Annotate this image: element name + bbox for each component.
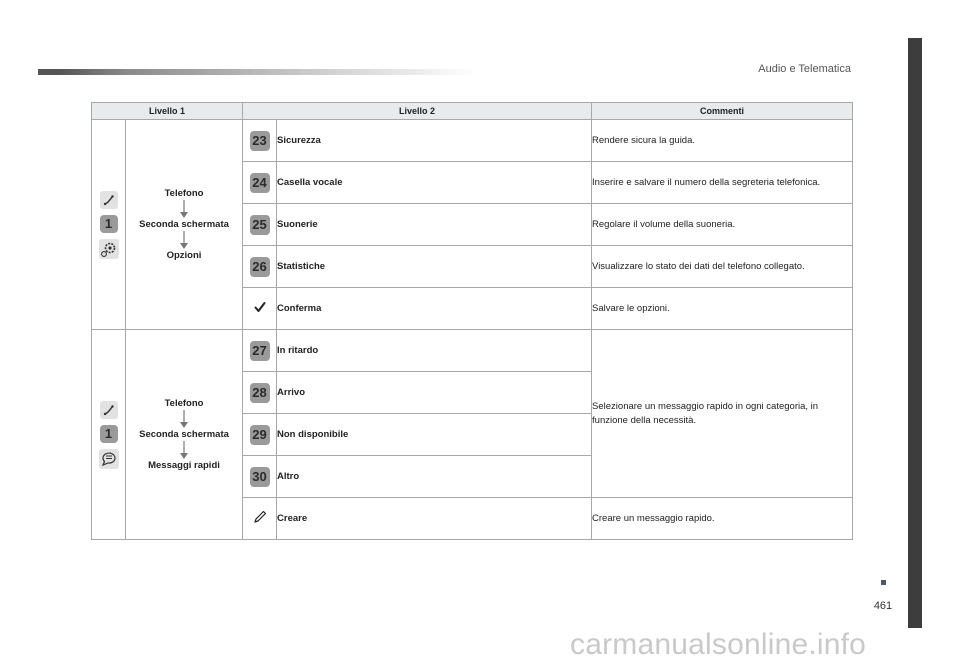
table-row — [92, 120, 853, 162]
menu-item-telefono: Telefono — [164, 188, 204, 199]
comment: Inserire e salvare il numero della segreteria telefonica. — [592, 162, 853, 204]
badge-cell — [243, 204, 277, 246]
comment: Rendere sicura la guida. — [592, 120, 853, 162]
level2-label: Casella vocale — [277, 162, 592, 204]
header-commenti: Commenti — [592, 103, 853, 120]
level2-label: Creare — [277, 498, 592, 540]
level2-label: Non disponibile — [277, 414, 592, 456]
badge-cell — [243, 246, 277, 288]
number-badge: 24 — [250, 173, 270, 193]
phone-icon — [100, 401, 118, 419]
pencil-icon — [253, 510, 267, 524]
menu-item-messaggi-rapidi: Messaggi rapidi — [148, 460, 220, 471]
badge-cell — [243, 330, 277, 372]
badge-cell — [243, 414, 277, 456]
level1-badge: 1 — [100, 425, 118, 443]
comment-shared: Selezionare un messaggio rapido in ogni categoria, in funzione della necessità. — [592, 330, 853, 498]
side-band — [908, 38, 922, 628]
level2-label: Altro — [277, 456, 592, 498]
menu-item-seconda-schermata: Seconda schermata — [139, 429, 229, 440]
level2-label: In ritardo — [277, 330, 592, 372]
number-badge: 23 — [250, 131, 270, 151]
arrow-down-icon — [180, 231, 188, 249]
menu-item-opzioni: Opzioni — [166, 250, 202, 261]
settings-icon — [99, 239, 119, 259]
menu-item-telefono: Telefono — [164, 398, 204, 409]
level1-cell — [92, 120, 126, 330]
number-badge: 28 — [250, 383, 270, 403]
menu-path-cell — [126, 330, 243, 540]
icon-cell — [243, 288, 277, 330]
number-badge: 27 — [250, 341, 270, 361]
level2-label: Sicurezza — [277, 120, 592, 162]
message-icon — [99, 449, 119, 469]
comment: Salvare le opzioni. — [592, 288, 853, 330]
comment: Regolare il volume della suoneria. — [592, 204, 853, 246]
page-marker — [881, 580, 886, 585]
header-livello-2: Livello 2 — [243, 103, 592, 120]
level1-badge: 1 — [100, 215, 118, 233]
level2-label: Suonerie — [277, 204, 592, 246]
number-badge: 30 — [250, 467, 270, 487]
number-badge: 29 — [250, 425, 270, 445]
checkmark-icon — [254, 301, 266, 313]
comment: Creare un messaggio rapido. — [592, 498, 853, 540]
arrow-down-icon — [180, 441, 188, 459]
page-number: 461 — [873, 600, 893, 612]
level2-label: Arrivo — [277, 372, 592, 414]
menu-path-cell — [126, 120, 243, 330]
level1-cell — [92, 330, 126, 540]
badge-cell — [243, 120, 277, 162]
header-livello-1: Livello 1 — [92, 103, 243, 120]
table-row — [92, 330, 853, 372]
comment: Visualizzare lo stato dei dati del telefono collegato. — [592, 246, 853, 288]
menu-table — [91, 102, 853, 540]
icon-cell — [243, 498, 277, 540]
arrow-down-icon — [180, 410, 188, 428]
badge-cell — [243, 372, 277, 414]
level2-label: Conferma — [277, 288, 592, 330]
phone-icon — [100, 191, 118, 209]
watermark: carmanualsonline.info — [570, 628, 867, 661]
number-badge: 26 — [250, 257, 270, 277]
badge-cell — [243, 162, 277, 204]
level2-label: Statistiche — [277, 246, 592, 288]
section-title: Audio e Telematica — [758, 63, 851, 75]
menu-item-seconda-schermata: Seconda schermata — [139, 219, 229, 230]
table-header-row — [92, 103, 853, 120]
badge-cell — [243, 456, 277, 498]
arrow-down-icon — [180, 200, 188, 218]
number-badge: 25 — [250, 215, 270, 235]
header-gradient-bar — [38, 69, 478, 75]
